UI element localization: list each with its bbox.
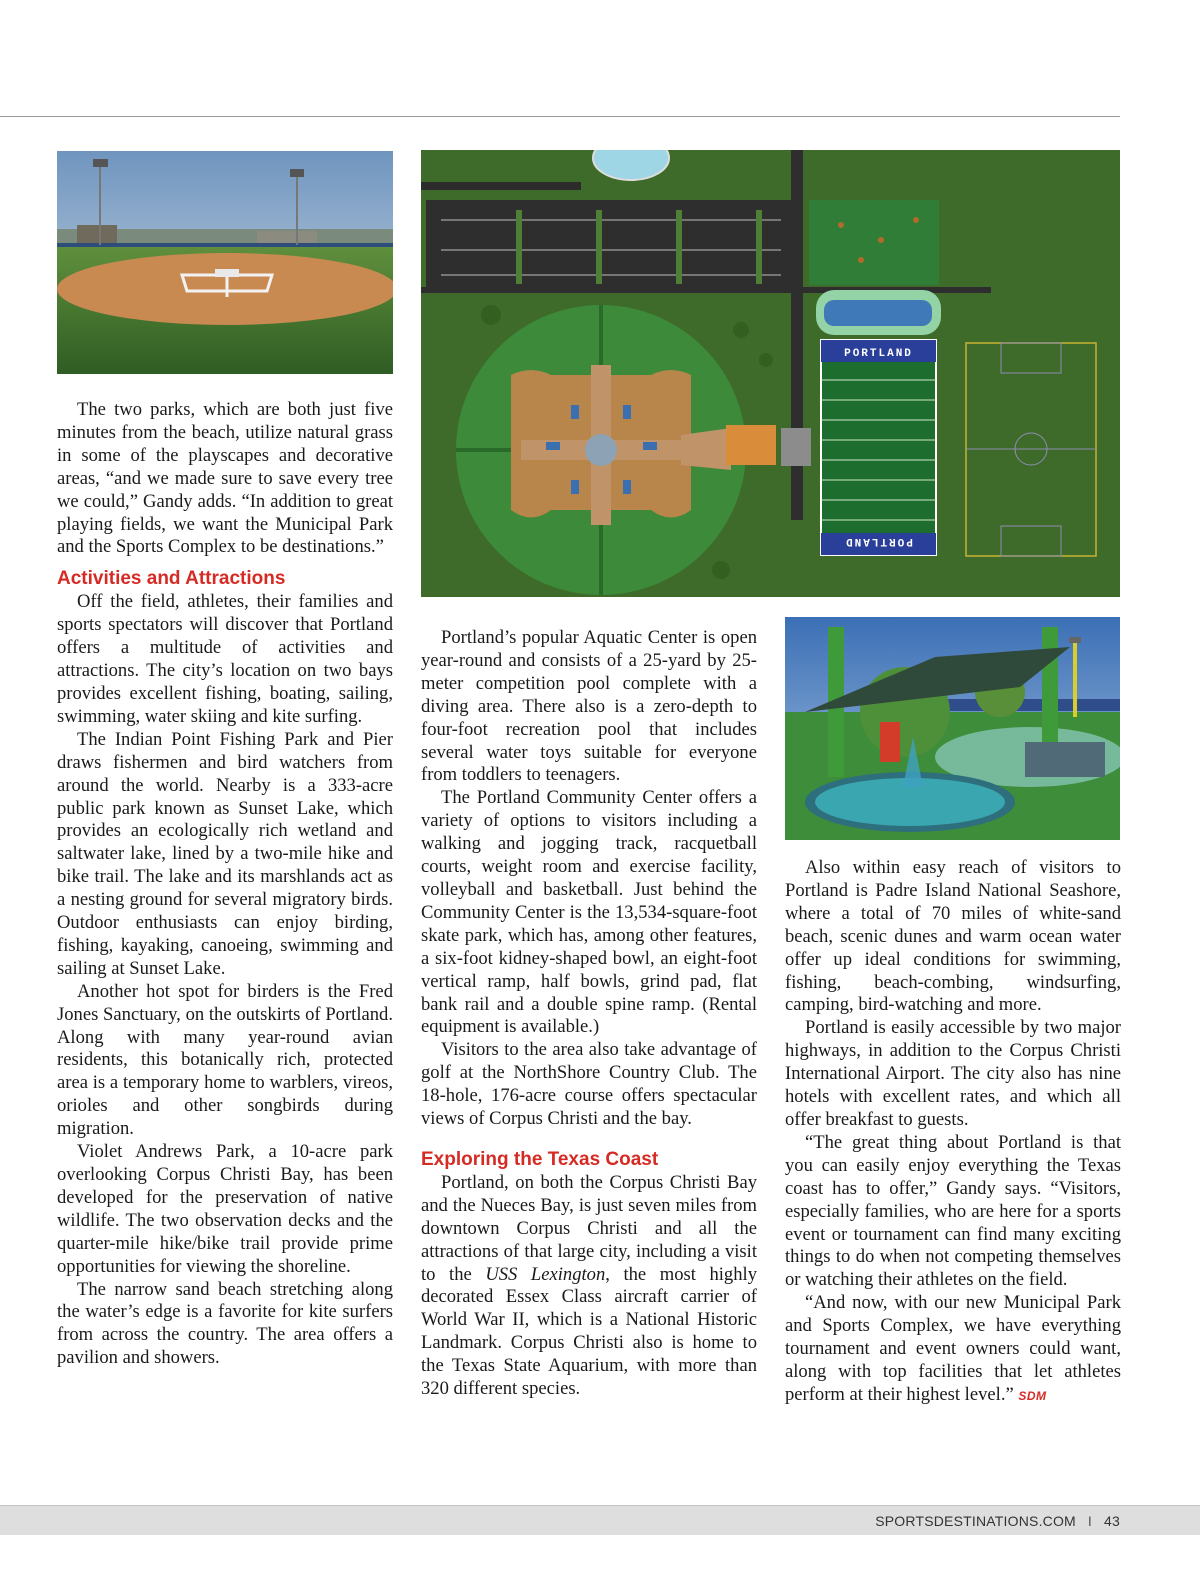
paragraph: Visitors to the area also take advantage of golf at the NorthShore Country Club. The 18-hole, 176-acre course offers spectacular views of Corpus Christi and the bay.	[421, 1039, 757, 1130]
text-run: Portland, on both the Corpus Christi Bay and the Nueces Bay, is just seven miles from downtown Corpus Christi and all the attractions of that large city, including a visit to the	[421, 1171, 757, 1285]
paragraph	[421, 1172, 757, 1401]
paragraph: Portland’s popular Aquatic Center is open year-round and consists of a 25-yard by 25-meter competition pool complete with a diving area. There also is a zero-depth to four-foot recreation pool that includes several water toys suitable for everyone from toddlers to teenagers.	[421, 627, 757, 786]
top-rule	[0, 116, 1120, 117]
subheading-activities: Activities and Attractions	[57, 568, 286, 590]
paragraph: The Indian Point Fishing Park and Pier draws fishermen and bird watchers from around the world. Nearby is a 333-acre public park known as Sunset Lake, which provides an ecologically rich wetland and saltwater lake, lined by a two-mile hike and bike trail. The lake and its marshlands act as a nesting ground for several migratory birds. Outdoor enthusiasts can enjoy birding, fishing, kayaking, canoeing, swimming and sailing at Sunset Lake.	[57, 728, 393, 979]
footer-separator: I	[1087, 1513, 1093, 1529]
paragraph: The two parks, which are both just five minutes from the beach, utilize natural grass in some of the playscapes and decorative areas, “and we made sure to save every tree we could,” Gandy adds. “In addition to great playing fields, we want the Municipal Park and the Sports Complex to be destinations.”	[57, 399, 393, 558]
paragraph: Portland is easily accessible by two major highways, in addition to the Corpus Christi International Airport. The city also has nine hotels with excellent rates, and which all offer breakfast to guests.	[785, 1017, 1121, 1130]
subheading-exploring: Exploring the Texas Coast	[421, 1148, 659, 1170]
paragraph: Also within easy reach of visitors to Portland is Padre Island National Seashore, where a total of 70 miles of white-sand beach, scenic dunes and warm ocean water offer up ideal conditions for swimming, fishing, beach-combing, windsurfing, camping, bird-watching and more.	[785, 857, 1121, 1016]
footer	[875, 1513, 1120, 1529]
splash-pad-rendering	[785, 617, 1120, 840]
paragraph: “The great thing about Portland is that you can easily enjoy everything the Texas coast has to offer,” Gandy says. “Visitors, especially families, who are here for a sports event or tournament can find many exciting things to do when not competing themselves or watching their athletes on the field.	[785, 1131, 1121, 1291]
text-run: , the most highly decorated Essex Class aircraft carrier of World War II, which is a National Historic Landmark. Corpus Christi also is home to the Texas State Aquarium, with more than 320 different species.	[421, 1263, 757, 1400]
paragraph: The Portland Community Center offers a variety of options to visitors including a walking and jogging track, racquetball courts, weight room and exercise facility, volleyball and basketball. Just behind the Community Center is the 13,534-square-foot skate park, which has, among other features, a six-foot kidney-shaped bowl, an eight-foot vertical ramp, half bowls, grind pad, flat bank rail and a double spine ramp. (Rental equipment is available.)	[421, 787, 757, 1038]
site-plan-rendering	[421, 150, 1120, 597]
page-number: 43	[1104, 1513, 1120, 1529]
ship-name: USS Lexington	[485, 1263, 606, 1285]
text-run: “And now, with our new Municipal Park and Sports Complex, we have everything tournament and event owners could want, along with top facilities that let athletes perform at their highest level.”	[785, 1292, 1121, 1405]
paragraph: Another hot spot for birders is the Fred Jones Sanctuary, on the outskirts of Portland. Along with many year-round avian residents, this botanically rich, protected area is a temporary home to warblers, vireos, orioles and other songbirds during migration.	[57, 980, 393, 1140]
sdm-end-mark: SDM	[1018, 1388, 1047, 1403]
article-column-1	[57, 399, 393, 1370]
field-label-bottom: PORTLAND	[844, 535, 913, 547]
paragraph: Violet Andrews Park, a 10-acre park overlooking Corpus Christi Bay, has been developed for the preservation of native wildlife. The two observation decks and the quarter-mile hike/bike trail provide prime opportunities for viewing the shoreline.	[57, 1141, 393, 1277]
article-column-3	[785, 857, 1121, 1408]
field-label-top: PORTLAND	[844, 348, 913, 360]
paragraph: The narrow sand beach stretching along the water’s edge is a favorite for kite surfers from across the country. The area offers a pavilion and showers.	[57, 1278, 393, 1369]
article-column-2	[421, 627, 757, 1401]
paragraph	[785, 1292, 1121, 1408]
baseball-field-photo	[57, 151, 393, 374]
paragraph: Off the field, athletes, their families and sports spectators will discover that Portland offers a multitude of activities and attractions. The city’s location on two bays provides excellent fishing, boating, sailing, swimming, water skiing and kite surfing.	[57, 591, 393, 727]
footer-site: SPORTSDESTINATIONS.COM	[875, 1513, 1076, 1529]
